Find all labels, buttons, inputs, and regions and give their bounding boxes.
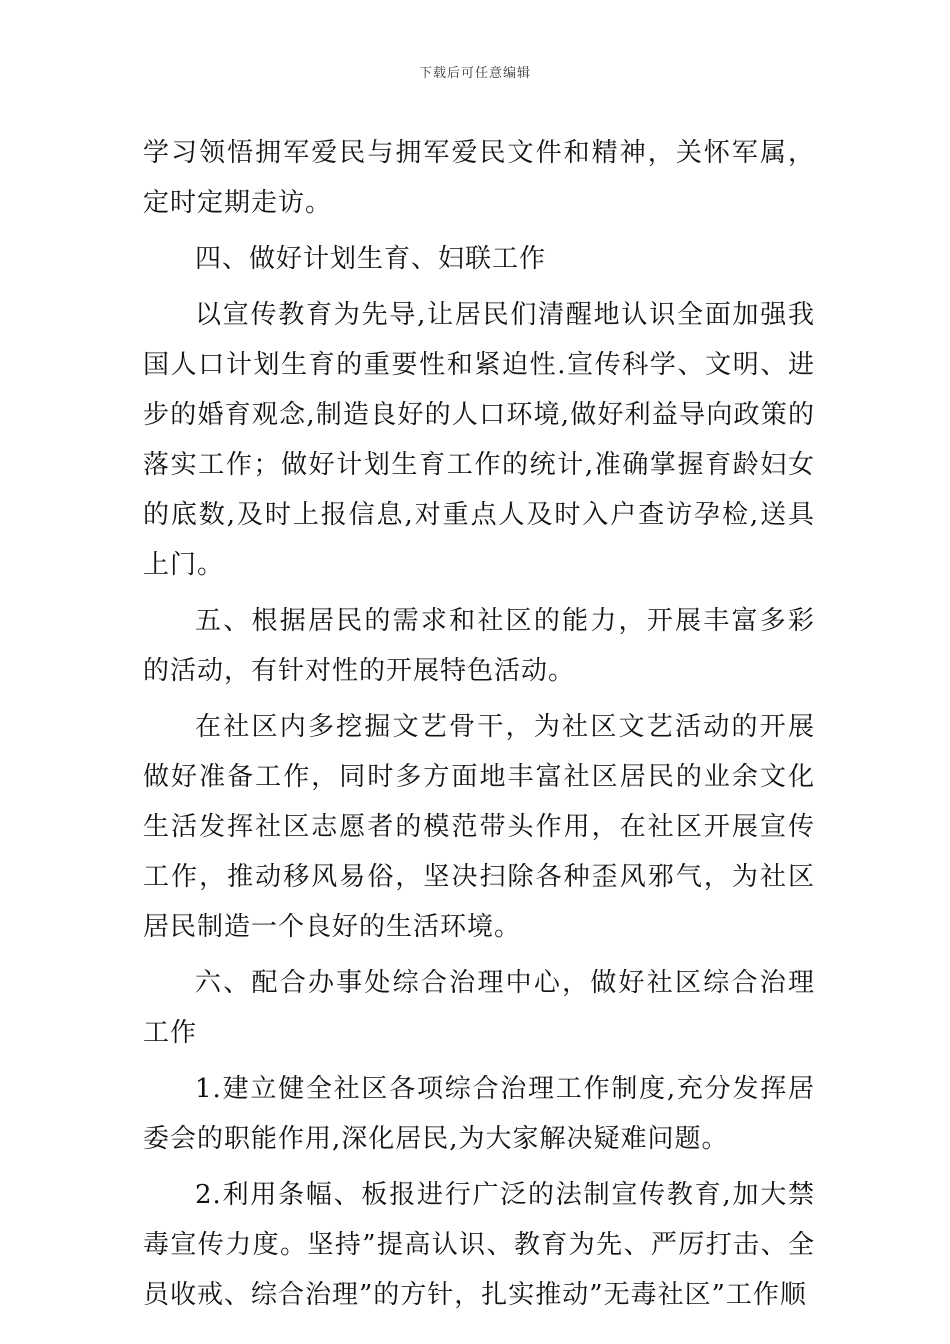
section-heading-4: 四、做好计划生育、妇联工作 bbox=[195, 244, 547, 274]
section-heading-5: 五、根据居民的需求和社区的能力，开展丰富多彩的活动，有针对性的开展特色活动。 bbox=[143, 606, 815, 686]
list-item-1: 1.建立健全社区各项综合治理工作制度,充分发挥居委会的职能作用,深化居民,为大家解决疑难问题。 bbox=[143, 1074, 815, 1154]
page-header: 下载后可任意编辑 bbox=[418, 66, 531, 81]
paragraph-5: 在社区内多挖掘文艺骨干，为社区文艺活动的开展做好准备工作，同时多方面地丰富社区居民的业余文化生活发挥社区志愿者的模范带头作用，在社区开展宣传工作，推动移风易俗，坚决扫除各种歪风邪气，为社区居民制造一个良好的生活环境。 bbox=[143, 712, 815, 942]
list-item-2: 2.利用条幅、板报进行广泛的法制宣传教育,加大禁毒宣传力度。坚持”提高认识、教育为先、严厉打击、全员收戒、综合治理”的方针，扎实推动”无毒社区”工作顺 bbox=[143, 1180, 815, 1310]
section-heading-6: 六、配合办事处综合治理中心，做好社区综合治理工作 bbox=[143, 968, 815, 1048]
paragraph-1: 学习领悟拥军爱民与拥军爱民文件和精神，关怀军属，定时定期走访。 bbox=[143, 138, 815, 218]
paragraph-3: 以宣传教育为先导,让居民们清醒地认识全面加强我国人口计划生育的重要性和紧迫性.宣传科学、文明、进步的婚育观念,制造良好的人口环境,做好利益导向政策的落实工作；做好计划生育工作的统计,准确掌握育龄妇女的底数,及时上报信息,对重点人及时入户查访孕检,送具上门。 bbox=[143, 300, 815, 580]
document-body bbox=[143, 128, 815, 1326]
